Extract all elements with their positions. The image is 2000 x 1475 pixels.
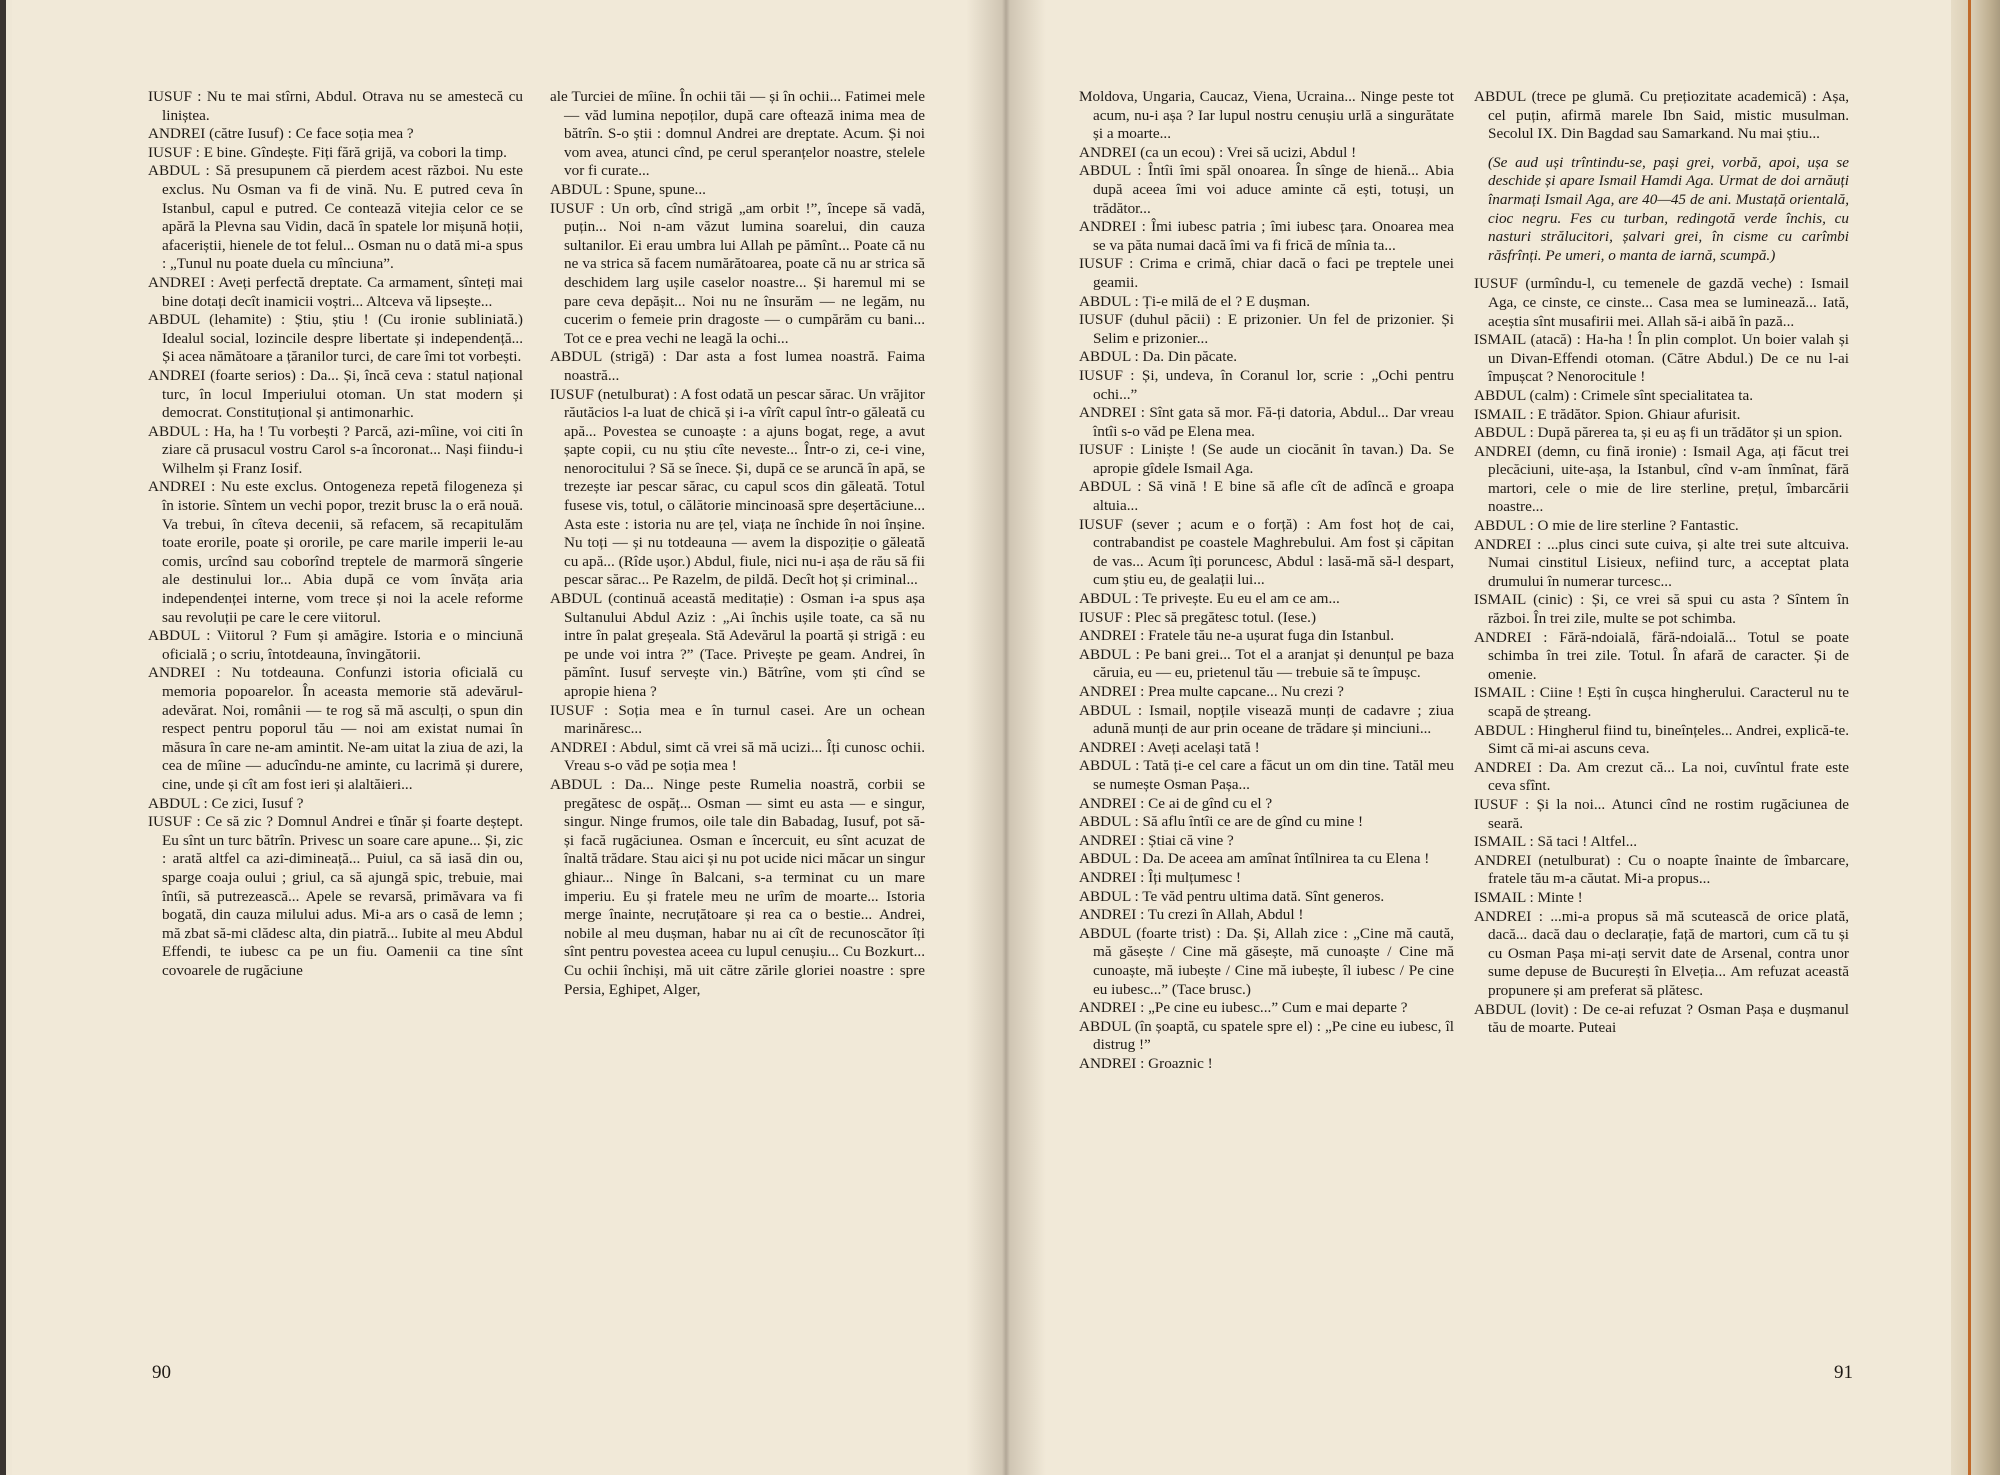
dialogue-line: IUSUF : Plec să pregătesc totul. (Iese.) (1079, 608, 1317, 626)
dialogue-line: ANDREI : ...mi-a propus să mă scutească de orice plată, dacă... dacă dau o declarație, față de martori, cum că tu și cu Osman Pașa mi-ați servit date de Arsenal, contra unor sume depuse de București în Elveția... Am refuzat această propunere și am preferat să plătesc. (1474, 907, 1849, 999)
dialogue-line: IUSUF : Liniște ! (Se aude un ciocănit în tavan.) Da. Se apropie gîdele Ismail Aga. (1079, 441, 1454, 477)
dialogue-line: IUSUF : Soția mea e în turnul casei. Are un ochean marinăresc... (550, 701, 925, 738)
dialogue-line: ABDUL : Ți-e milă de el ? E dușman. (1079, 292, 1310, 310)
page-number-right: 91 (1834, 1362, 1853, 1383)
dialogue-line: ABDUL : Ha, ha ! Tu vorbești ? Parcă, azi-mîine, voi citi în ziare că prusacul vostru Carol s-a încoronat... Nași fiindu-i Wilhelm și Franz Iosif. (148, 422, 523, 477)
dialogue-line: ABDUL : Ismail, nopțile visează munți de cadavre ; ziua adună munți de aur prin oceane de trădare și minciuni... (1079, 701, 1454, 738)
dialogue-line: ANDREI : Groaznic ! (1079, 1054, 1213, 1072)
dialogue-line: ANDREI (către Iusuf) : Ce face soția mea ? (148, 125, 414, 143)
left-page (12, 0, 1006, 1475)
dialogue-line: ANDREI : Știai că vine ? (1079, 831, 1234, 849)
dialogue-line: Moldova, Ungaria, Caucaz, Viena, Ucraina... Ninge peste tot acum, nu-i așa ? Iar lupul nostru cenușiu urlă a singurătate și a moarte... (1079, 88, 1454, 143)
dialogue-line: ISMAIL (atacă) : Ha-ha ! În plin complot. Un boier valah și un Divan-Effendi otoman. (Către Abdul.) De ce nu l-ai împușcat ? Nenorocitule ! (1474, 331, 1849, 386)
right-page-column-2 (1474, 88, 1849, 1038)
dialogue-line: IUSUF : Și la noi... Atunci cînd ne rostim rugăciunea de seară. (1474, 795, 1849, 832)
dialogue-line: ANDREI (ca un ecou) : Vrei să ucizi, Abdul ! (1079, 143, 1357, 161)
dialogue-line: ABDUL : Întîi îmi spăl onoarea. În sînge de hienă... Abia după aceea îmi voi aduce aminte că ești, totuși, un trădător... (1079, 162, 1454, 217)
dialogue-line: ANDREI : Îți mulțumesc ! (1079, 868, 1241, 886)
dialogue-line: IUSUF (netulburat) : A fost odată un pescar sărac. Un vrăjitor răutăcios l-a luat de chică și i-a vîrît capul într-o găleată cu apă... Povestea se cunoaște : a ajuns bogat, rege, a avut șapte copii, cu nu știu cîte neveste... Într-o zi, ce-i vine, nenorocitului ? Să se înece. Și, după ce se aruncă în apă, se trezește iar pescar sărac, cu capul scos din găleată. Totul fusese vis, totul, o călătorie mincinoasă spre deșertăciune... Asta este : istoria nu are țel, viața ne închide în noi înșine. Nu toți — și nu totdeauna — avem la dispoziție o găleată cu apă... (Rîde ușor.) Abdul, fiule, nici nu-i așa de rău să fii pescar sărac... Pe Razelm, de pildă. Decît hoț și criminal... (550, 385, 925, 589)
dialogue-line: ABDUL (calm) : Crimele sînt specialitatea ta. (1474, 386, 1754, 404)
dialogue-line: ABDUL : Hingherul fiind tu, bineînțeles... Andrei, explică-te. Simt că mi-ai ascuns ceva. (1474, 721, 1849, 758)
dialogue-line: ABDUL : Da... Ninge peste Rumelia noastră, corbii se pregătesc de ospăț... Osman — simt eu asta — e singur, singur. Ninge frumos, oile tale din Babadag, Iusuf, pot să-și facă rugăciunea. Osman e încercuit, eu sînt acuzat de înaltă trădare. Stau aici și nu pot ucide nici măcar un singur ghiaur... Ninge în Balcani, s-a terminat cu un mare imperiu. Eu și fratele meu ne urîm de moarte... Istoria merge înainte, necruțătoare și rea ca o bestie... Andrei, nobile al meu dușman, habar nu ai cît de recunoscător îți sînt pentru povestea aceea cu lupul cenușiu... Cu Bozkurt... Cu ochii închiși, mă uit către zările gloriei noastre : spre Persia, Eghipet, Alger, (550, 775, 926, 998)
dialogue-line: ABDUL : Să aflu întîi ce are de gînd cu mine ! (1079, 813, 1364, 831)
book-gutter (966, 0, 1046, 1475)
dialogue-line: ABDUL (lovit) : De ce-ai refuzat ? Osman Pașa e dușmanul tău de moarte. Puteai (1474, 1000, 1849, 1037)
dialogue-line: ABDUL : După părerea ta, și eu aș fi un trădător și un spion. (1474, 424, 1843, 442)
dialogue-line: ANDREI : Da. Am crezut că... La noi, cuvîntul frate este ceva sfînt. (1474, 758, 1849, 795)
dialogue-line: ANDREI : Prea multe capcane... Nu crezi ? (1079, 683, 1344, 700)
dialogue-line: IUSUF : Crima e crimă, chiar dacă o faci pe treptele unei geamii. (1079, 255, 1454, 291)
dialogue-line: ISMAIL : Să taci ! Altfel... (1474, 833, 1638, 851)
dialogue-line: IUSUF (urmîndu-l, cu temenele de gazdă veche) : Ismail Aga, ce cinste, ce cinste... Casa mea se luminează... Iată, aceștia sînt musafirii mei. Allah să-i aibă în pază... (1474, 275, 1849, 330)
dialogue-line: ANDREI (netulburat) : Cu o noapte înainte de îmbarcare, fratele tău m-a căutat. Mi-a propus... (1474, 851, 1849, 888)
dialogue-line: ABDUL (trece pe glumă. Cu prețiozitate academică) : Așa, cel puțin, afirmă marele Ibn Said, mistic musulman. Secolul IX. Din Bagdad sau Samarkand. Nu mai știu... (1474, 88, 1849, 143)
dialogue-line: ANDREI (foarte serios) : Da... Și, încă ceva : statul național turc, în locul Imperiului otoman. Un stat modern și democrat. Constituțional și antimonarhic. (148, 366, 523, 422)
dialogue-line: ABDUL : Da. De aceea am amînat întîlnirea ta cu Elena ! (1079, 850, 1430, 868)
dialogue-line: ale Turciei de mîine. În ochii tăi — și în ochii... Fatimei mele — văd lumina nepoților, după care oftează inima mea de bătrîn. S-o știi : domnul Andrei are dreptate. Acum. Și noi vom avea, atunci cînd, pe cerul speranțelor noastre, stelele vor fi curate... (550, 88, 925, 180)
dialogue-line: ABDUL : Pe bani grei... Tot el a aranjat și denunțul pe baza căruia, eu — eu, prietenul tău — trebuie să te împușc. (1079, 645, 1454, 682)
dialogue-line: ANDREI : Tu crezi în Allah, Abdul ! (1079, 906, 1304, 924)
dialogue-line: ANDREI : Ce ai de gînd cu el ? (1079, 794, 1273, 812)
dialogue-line: ANDREI : Fără-ndoială, fără-ndoială... Totul se poate schimba în trei zile. Totul. În afară de caracter. Și de omenie. (1474, 628, 1849, 683)
dialogue-line: ABDUL : Să vină ! E bine să afle cît de adîncă e groapa altuia... (1079, 478, 1454, 515)
dialogue-line: IUSUF : Și, undeva, în Coranul lor, scrie : „Ochi pentru ochi...” (1079, 366, 1454, 403)
left-page-column-2 (550, 88, 925, 999)
dialogue-line: ISMAIL : Ciine ! Ești în cușca hingherului. Caracterul nu te scapă de ștreang. (1474, 684, 1849, 720)
dialogue-line: ABDUL : Te văd pentru ultima dată. Sînt generos. (1079, 887, 1385, 905)
dialogue-line: IUSUF : Un orb, cînd strigă „am orbit !”, începe să vadă, puțin... Noi n-am văzut lumina soarelui, din cauza sultanilor. Ei erau umbra lui Allah pe pămînt... Poate că nu ne va strica să facem numărătoarea, poate că nu ar strica să deschidem larg ușile caselor noastre... Și haremul mi se pare ceva depășit... Noi nu ne însurăm — ne legăm, nu cucerim o femeie prin dragoste — o cumpărăm cu bani... Tot ce e prea vechi ne leagă la ochi... (550, 199, 925, 347)
dialogue-line: ABDUL (în șoaptă, cu spatele spre el) : „Pe cine eu iubesc, îl distrug !” (1079, 1017, 1454, 1054)
dialogue-line: ANDREI : Abdul, simt că vrei să mă ucizi... Îți cunosc ochii. Vreau s-o văd pe soția mea ! (550, 738, 925, 775)
dialogue-line: ABDUL (lehamite) : Știu, știu ! (Cu ironie subliniată.) Idealul social, lozincile despre libertate și independență... Și acea nămătoare a țăranilor turci, de care îmi tot vorbești. (148, 311, 523, 366)
dialogue-line: ANDREI : Nu totdeauna. Confunzi istoria oficială cu memoria popoarelor. În aceasta memorie stă adevărul-adevărat. Noi, românii — te rog să mă asculți, o spun din respect pentru poporul tău — noi am existat numai în măsura în care ne-am amintit. Ne-am uitat la ziua de azi, la cea de mîine — aducîndu-ne aminte, cu lacrimă și durere, cine, unde și cît am fost ieri și alaltăieri... (148, 664, 523, 793)
dialogue-line: ANDREI : Sînt gata să mor. Fă-ți datoria, Abdul... Dar vreau întîi s-o văd pe Elena mea. (1079, 404, 1454, 440)
dialogue-line: ABDUL : Spune, spune... (550, 180, 706, 198)
dialogue-line: IUSUF : Nu te mai stîrni, Abdul. Otrava nu se amestecă cu liniștea. (148, 88, 523, 124)
page-edge (1951, 0, 2000, 1475)
dialogue-line: IUSUF (sever ; acum e o forță) : Am fost hoț de cai, contrabandist pe coastele Maghrebului. Am fost și căpitan de vas... Acum îți poruncesc, Abdul : lasă-mă să-l despart, cum știu eu, de gealații lui... (1079, 515, 1454, 589)
dialogue-line: ANDREI (demn, cu fină ironie) : Ismail Aga, ați făcut trei plecăciuni, uite-așa, la Istanbul, cînd v-am înmînat, fără martori, cele o mie de lire sterline, prețul, îmbarcării noastre... (1474, 442, 1849, 516)
dialogue-line: ABDUL : O mie de lire sterline ? Fantastic. (1474, 517, 1739, 535)
dialogue-line: ABDUL : Viitorul ? Fum și amăgire. Istoria e o minciună oficială ; o scriu, întotdeauna, învingătorii. (148, 627, 523, 663)
dialogue-line: ABDUL : Tată ți-e cel care a făcut un om din tine. Tatăl meu se numește Osman Pașa... (1079, 757, 1454, 793)
dialogue-line: ISMAIL : Minte ! (1474, 888, 1583, 906)
dialogue-line: ABDUL : Te privește. Eu eu el am ce am... (1079, 590, 1340, 608)
right-page-column-1 (1079, 88, 1454, 1073)
dialogue-line: ANDREI : Nu este exclus. Ontogeneza repetă filogeneza și în istorie. Sîntem un vechi popor, trezit brusc la o eră nouă. Va trebui, în cîteva decenii, să refacem, să recapitulăm toate erorile, poate și ororile, pe care marile imperii le-au comis, urcînd sau coborînd treptele de marmoră sîngerie ale destinului lor... Abia după ce vom învăța aria independenței interne, vom trece și noi la acele reforme sau revoluții pe care le cere viitorul. (148, 478, 523, 626)
page-number-left: 90 (152, 1362, 171, 1383)
dialogue-line: ABDUL (strigă) : Dar asta a fost lumea noastră. Faima noastră... (550, 348, 925, 384)
dialogue-line: ANDREI : ...plus cinci sute cuiva, și alte trei sute altcuiva. Numai cinstitul Lisieux, nefiind turc, a acceptat plata drumului în numerar turcesc... (1474, 535, 1849, 590)
left-page-column-1 (148, 88, 523, 981)
dialogue-line: ISMAIL : E trădător. Spion. Ghiaur afurisit. (1474, 405, 1741, 423)
dialogue-line: ISMAIL (cinic) : Și, ce vrei să spui cu asta ? Sîntem în război. În trei zile, multe se pot schimba. (1474, 591, 1849, 628)
dialogue-line: ABDUL (foarte trist) : Da. Și, Allah zice : „Cine mă caută, mă găsește / Cine mă găsește, mă cunoaște / Cine mă cunoaște, mă iubește / Cine mă iubește, îl iubesc / Pe cine eu iubesc...” (Tace brusc.) (1079, 924, 1454, 998)
dialogue-line: ANDREI : „Pe cine eu iubesc...” Cum e mai departe ? (1079, 999, 1408, 1017)
dialogue-line: ANDREI : Aveți perfectă dreptate. Ca armament, sînteți mai bine dotați decît inamicii voștri... Altceva vă lipsește... (148, 273, 523, 310)
dialogue-line: IUSUF (duhul păcii) : E prizonier. Un fel de prizonier. Și Selim e prizonier... (1079, 311, 1454, 347)
binding-stripe (1968, 0, 1971, 1475)
dialogue-line: ABDUL : Ce zici, Iusuf ? (148, 794, 304, 812)
dialogue-line: IUSUF : E bine. Gîndește. Fiți fără grijă, va cobori la timp. (148, 143, 507, 161)
book-spread (6, 0, 1994, 1475)
dialogue-line: ABDUL : Să presupunem că pierdem acest război. Nu este exclus. Nu Osman va fi de vină. Nu. E putred ceva în Istanbul, capul e putred. Ce contează vitejia celor ce se apără la Plevna sau Vidin, dacă în spatele lor mișună hoții, afaceriștii, hienele de tot felul... Osman nu o dată mi-a spus : „Tunul nu poate duela cu mînciuna”. (148, 162, 524, 273)
dialogue-line: ANDREI : Îmi iubesc patria ; îmi iubesc țara. Onoarea mea se va păta numai dacă îmi va fi frică de mînia ta... (1079, 218, 1454, 254)
dialogue-line: ABDUL : Da. Din păcate. (1079, 348, 1238, 366)
stage-direction: (Se aud uși trîntindu-se, pași grei, vorbă, apoi, ușa se deschide și apare Ismail Hamdi Aga. Urmat de doi arnăuți înarmați Ismail Aga, are 40—45 de ani. Mustață orientală, cioc negru. Fes cu turban, redingotă verde închis, cu nasturi strălucitori, șalvari grei, în cisme cu carîmbi răsfrînți. Pe umeri, o manta de iarnă, scumpă.) (1488, 153, 1849, 264)
dialogue-line: IUSUF : Ce să zic ? Domnul Andrei e tînăr și foarte deștept. Eu sînt un turc bătrîn. Privesc un soare care apune... Și, zic : arată altfel ca azi-dimineață... Puiul, ca să iasă din ou, sparge coaja oului ; griul, ca să ajungă spic, trebuie, mai întîi, să putrezească... Apele se revarsă, primăvara va fi bogată, din cauza milului adus. Mi-a ars o casă de lemn ; mă zbat să-mi clădesc alta, din piatră... Iubite al meu Abdul Effendi, te iubesc ca pe un fiu. Oamenii ca tine sînt covoarele de rugăciune (148, 813, 523, 979)
dialogue-line: ABDUL (continuă această meditație) : Osman i-a spus așa Sultanului Abdul Aziz : „Ai închis ușile toate, ca să nu intre în palat greșeala. Stă Adevărul la poartă și strigă : eu pe unde voi intra ?” (Tace. Privește pe geam. Andrei, în pămînt. Iusuf servește vin.) Bătrîne, vom ști cînd se apropie hiena ? (550, 590, 925, 700)
right-page (1006, 0, 2000, 1475)
dialogue-line: ANDREI : Aveți același tată ! (1079, 738, 1260, 756)
dialogue-line: ANDREI : Fratele tău ne-a ușurat fuga din Istanbul. (1079, 627, 1395, 645)
